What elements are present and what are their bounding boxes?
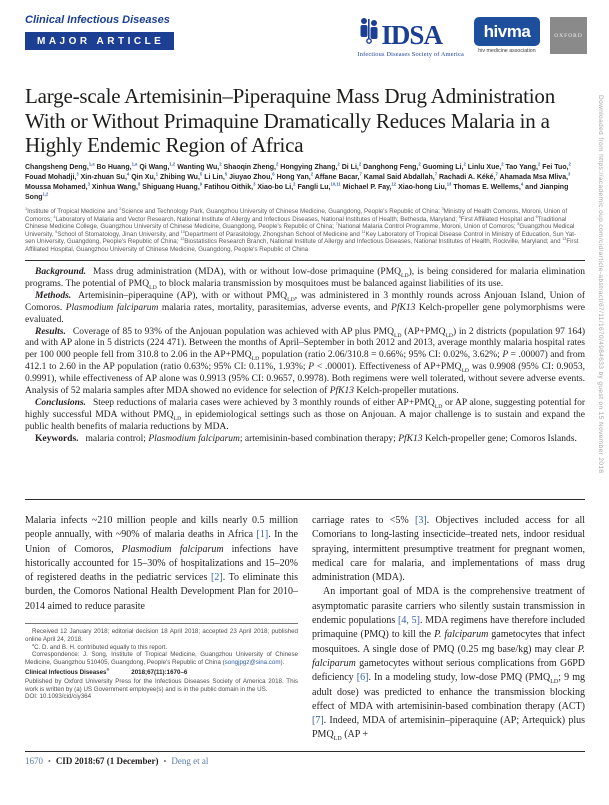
body-right-column [312,514,585,743]
citation-ref[interactable]: [7] [312,715,324,727]
footer-citation: CID 2018:67 (1 December) [55,756,159,766]
footer-bullet: • [163,757,167,766]
abstract-top-rule [25,260,585,261]
citation-ref[interactable]: [3] [414,515,427,526]
email-link[interactable]: songjpgz@sina.com [224,659,281,667]
page-header [25,14,587,58]
abstract-paragraph [25,327,585,398]
article-title: Large-scale Artemisinin–Piperaquine Mass Drug Administration With or Without Primaquine Dramatically Reduces Malaria in a Highly Endemic Region of Africa [25,84,556,157]
idsa-tagline: Infectious Diseases Society of America [357,51,464,58]
idsa-logo [357,17,464,58]
citation-ref[interactable]: [2] [211,572,223,584]
citation-ref[interactable]: [4, 5] [398,615,420,627]
abstract-section-text: Coverage of 85 to 93% of the Anjouan population was achieved with AP plus $PMQ_{LD}$ $(AP+PMQ_{LD})$ in 2 districts (population 97 164) and with AP alone in 5 districts (224 471). Between the months of April–September in both 2012 and 2013, average monthly malaria hospital rates per 100 000 people fell from 310.8 to 2.06 in the $AP+PMQ_{LD}$ population (ratio 2.06/310.8 = 0.66%; 95% CI: 0.02%, 3.62%; P = .00007) and from 412.1 to 2.60 in the AP population (ratio 0.63%; 95% CI: 0.11%, 1.93%; P < .00001). Effectiveness of $AP+PMQ_{LD}$ was 0.9908 (95% CI: 0.9053, 0.9991), while effectiveness of AP alone was 0.9913 (95% CI: 0.9657, 0.9978). Both regimens were well tolerated, without severe adverse events. Analysis of 52 malaria samples after MDA showed no evidence for selection of PfK13 Kelch-propeller mutations. [25,326,585,397]
abstract-section-text: Mass drug administration (MDA), with or without low-dose primaquine $(PMQ_{LD})$, is being considered for malaria elimination programs. The potential of $PMQ_{LD}$ to block malaria transmission by mosquitoes must be balanced against liabilities of its use. [25,267,585,291]
page-number: 1670 [25,756,43,766]
abstract-paragraph [25,398,585,434]
page-footer [25,756,208,766]
body-paragraph: Malaria infects ~210 million people and kills nearly 0.5 million people annually, with ~90% of malaria deaths in Africa [1]. In the Union of Comoros, Plasmodium falciparum infections have historically accounted for 15–30% of hospitalizations and 15–20% of registered deaths in the pediatric services [2]. To eliminate this burden, the Comoros National Health Development Plan for 2010–2014 aimed to reduce parasite [25,515,299,612]
footer-bullet: • [48,757,51,766]
footer-rule [25,751,585,752]
affiliations: $^1$Institute of Tropical Medicine and $^2$Science and Technology Park, Guangzhou University of Chinese Medicine, Guangdong, People's Republic of China; $^3$Ministry of Health Comoros, Moroni, Union of Comoros; $^4$Laboratory of Malaria and Vector Research, National Institute of Allergy and Infectious Diseases, National Institutes of Health, Bethesda, Maryland; $^5$First Affiliated Hospital and $^6$Traditional Chinese Medicine College, Guangzhou University of Chinese Medicine, Guangdong, People's Republic of China; $^7$National Malaria Control Programme, Moroni, Union of Comoros; $^8$Guangzhou Medical University, $^9$School of Stomatology, Jinan University, and $^{10}$Department of Parasitology, Zhongshan School of Medicine and $^{11}$Key Laboratory of Tropical Disease Control in Ministry of Education, Sun Yat-sen University, Guangdong, People's Republic of China; $^{12}$Biostatistics Research Branch, National Institute of Allergy and Infectious Diseases, National Institutes of Health, Rockville, Maryland; and $^{13}$First Affiliated Hospital, Guangzhou University of Chinese Medicine, Guangdong, People's Republic of China [25,206,579,253]
footnote-block [25,623,298,701]
download-watermark: Downloaded from https://academic.oup.com/cid/article-abstract/67/11/1670/4984633 by guest on 15 November 2018 [597,95,604,474]
footnote-journal-citation [25,669,298,677]
citation-ref[interactable]: [6] [356,672,369,684]
oxford-wordmark: OXFORD [554,32,583,39]
footnote-received: Received 12 January 2018; editorial decision 18 April 2018; accepted 23 April 2018; published online April 24, 2018. [25,628,298,643]
article-type-badge: MAJOR ARTICLE [25,32,174,50]
hivma-wordmark: hivma [483,22,531,41]
footnote-publisher: Published by Oxford University Press for the Infectious Diseases Society of America 2018. This work is written by (a) US Government employee(s) and is in the public domain in the US. [25,677,298,693]
footer-running-authors: Deng et al [171,756,209,766]
publisher-logos [357,17,587,58]
abstract-section-label: Keywords. [35,433,79,444]
footnote-doi: DOI: 10.1093/cid/ciy364 [25,693,92,701]
hivma-tagline: hiv medicine association [478,48,536,54]
idsa-logo-row [357,17,442,49]
abstract-section-label: Results. [35,326,66,337]
abstract-section-label: Methods. [35,290,72,301]
footnote-rule [25,623,298,624]
body-paragraph: carriage rates to <5% [3]. Objectives included access for all Comorians to long-lasting insecticide–treated nets, indoor residual spraying, intermittent presumptive treatment for pregnant women, medical care for malaria, and implementations of mass drug administration (MDA). [312,515,585,584]
journal-name: Clinical Infectious Diseases [25,14,170,26]
body-paragraph: An important goal of MDA is the comprehensive treatment of asymptomatic parasite carriers who silently sustain transmission in endemic populations [4, 5]. MDA regimens have therefore included primaquine (PMQ) to kill the P. falciparum gametocytes that infect mosquitoes. A single dose of PMQ (0.25 mg base/kg) may clear P. falciparum gametocytes without serious complications from G6PD deficiency [6]. In a modeling study, low-dose PMQ ($PMQ_{LD}$; 9 mg adult dose) was predicted to enhance the transmission blocking effect of MDA with artemisinin-based combination therapy (ACT) [7]. Indeed, MDA of artemisinin–piperaquine (AP; Artequick) plus $PMQ_{LD}$ (AP + [312,586,586,743]
idsa-emblem-icon [357,17,381,49]
hivma-logo-box [474,17,540,46]
abstract-bottom-rule [25,499,585,500]
journal-block [25,14,174,50]
author-list: Changsheng Deng,$^{1,a}$ Bo Huang,$^{1,a}$ Qi Wang,$^{1,2}$ Wanting Wu,$^2$ Shaoqin Zheng,$^2$ Hongying Zhang,$^2$ Di Li,$^2$ Danghong Feng,$^2$ Guoming Li,$^2$ Linlu Xue,$^2$ Tao Yang,$^2$ Fei Tuo,$^2$ Fouad Mohadji,$^3$ Xin-zhuan Su,$^4$ Qin Xu,$^1$ Zhibing Wu,$^5$ Li Lin,$^5$ Jiuyao Zhou,$^6$ Hong Yan,$^2$ Affane Bacar,$^7$ Kamal Said Abdallah,$^7$ Rachadi A. Kéké,$^7$ Ahamada Msa Mliva,$^3$ Moussa Mohamed,$^3$ Xinhua Wang,$^8$ Shiguang Huang,$^9$ Fatihou Oithik,$^3$ Xiao-bo Li,$^2$ Fangli Lu,$^{10,11}$ Michael P. Fay,$^{12}$ Xiao-hong Liu,$^{13}$ Thomas E. Wellems,$^4$ and Jianping Song$^{1,2}$ [25,161,571,201]
abstract-section-text: Artemisinin–piperaquine (AP), with or without $PMQ_{LD}$, was administered in 3 monthly rounds across Anjouan Island, Union of Comoros. Plasmodium falciparum malaria rates, mortality, parasitemias, adverse events, and PfK13 Kelch-propeller gene polymorphisms were evaluated. [25,290,585,325]
oxford-logo [550,17,587,54]
hivma-logo [474,17,540,54]
footnote-journal-name: Clinical Infectious Diseases® [25,668,110,677]
abstract-section-text: malaria control; Plasmodium falciparum; artemisinin-based combination therapy; PfK13 Kelch-propeller gene; Comoros Islands. [85,433,577,444]
abstract-paragraph [25,267,585,291]
footnote-contrib: $^a$C. D. and B. H. contributed equally to this report. [32,642,168,651]
abstract-section-label: Conclusions. [35,397,86,408]
idsa-wordmark: IDSA [381,20,442,50]
abstract-section-text: Steep reductions of malaria cases were achieved by 3 monthly rounds of either $AP+PMQ_{LD}$ or AP alone, suggesting potential for highly successful MDA without $PMQ_{LD}$ in epidemiological settings such as those on Anjouan. A major challenge is to sustain and expand the public health benefits of malaria reductions by MDA. [25,397,585,432]
footnote-correspondence: Correspondence: J. Song, Institute of Tropical Medicine, Guangzhou University of Chinese Medicine, Guangzhou 510405, Guangdong, People's Republic of China (songjpgz@sina.com). [25,651,298,667]
abstract-paragraph [25,291,585,327]
abstract-section-label: Background. [35,267,86,277]
abstract [25,267,585,446]
abstract-paragraph [25,434,585,446]
citation-ref[interactable]: [1] [256,529,269,541]
body-left-column [25,514,298,701]
footnote-citation: 2018;67(11):1670–6 [131,669,188,677]
